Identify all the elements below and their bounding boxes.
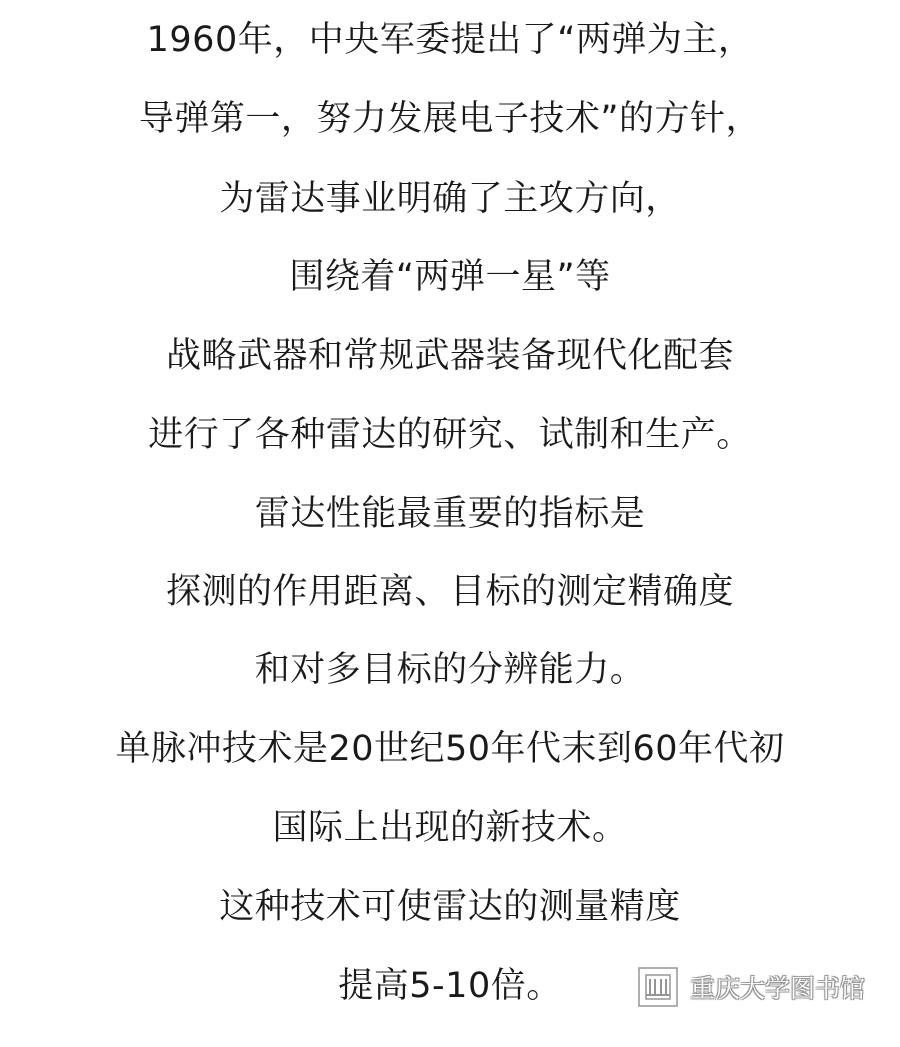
- text-line-4: 围绕着“两弹一星”等: [289, 257, 611, 297]
- text-line-12: 这种技术可使雷达的测量精度: [219, 887, 681, 927]
- text-line-2: 导弹第一，努力发展电子技术”的方针，: [138, 99, 762, 139]
- text-line-10: 单脉冲技术是20世纪50年代末到60年代初: [115, 729, 785, 769]
- library-logo-icon: [636, 965, 680, 1009]
- watermark-text: 重庆大学图书馆: [690, 974, 866, 1003]
- text-line-8: 探测的作用距离、目标的测定精确度: [165, 572, 734, 612]
- text-line-7: 雷达性能最重要的指标是: [254, 494, 646, 534]
- text-line-11: 国际上出现的新技术。: [272, 808, 628, 848]
- text-line-5: 战略武器和常规武器装备现代化配套: [165, 336, 734, 376]
- text-line-3: 为雷达事业明确了主攻方向，: [219, 179, 681, 219]
- text-line-1: 1960年，中央军委提出了“两弹为主，: [146, 20, 754, 60]
- watermark: [636, 962, 865, 1012]
- text-line-13: 提高5-10倍。: [338, 966, 562, 1006]
- text-line-9: 和对多目标的分辨能力。: [254, 650, 646, 690]
- text-line-6: 进行了各种雷达的研究、试制和生产。: [148, 415, 752, 455]
